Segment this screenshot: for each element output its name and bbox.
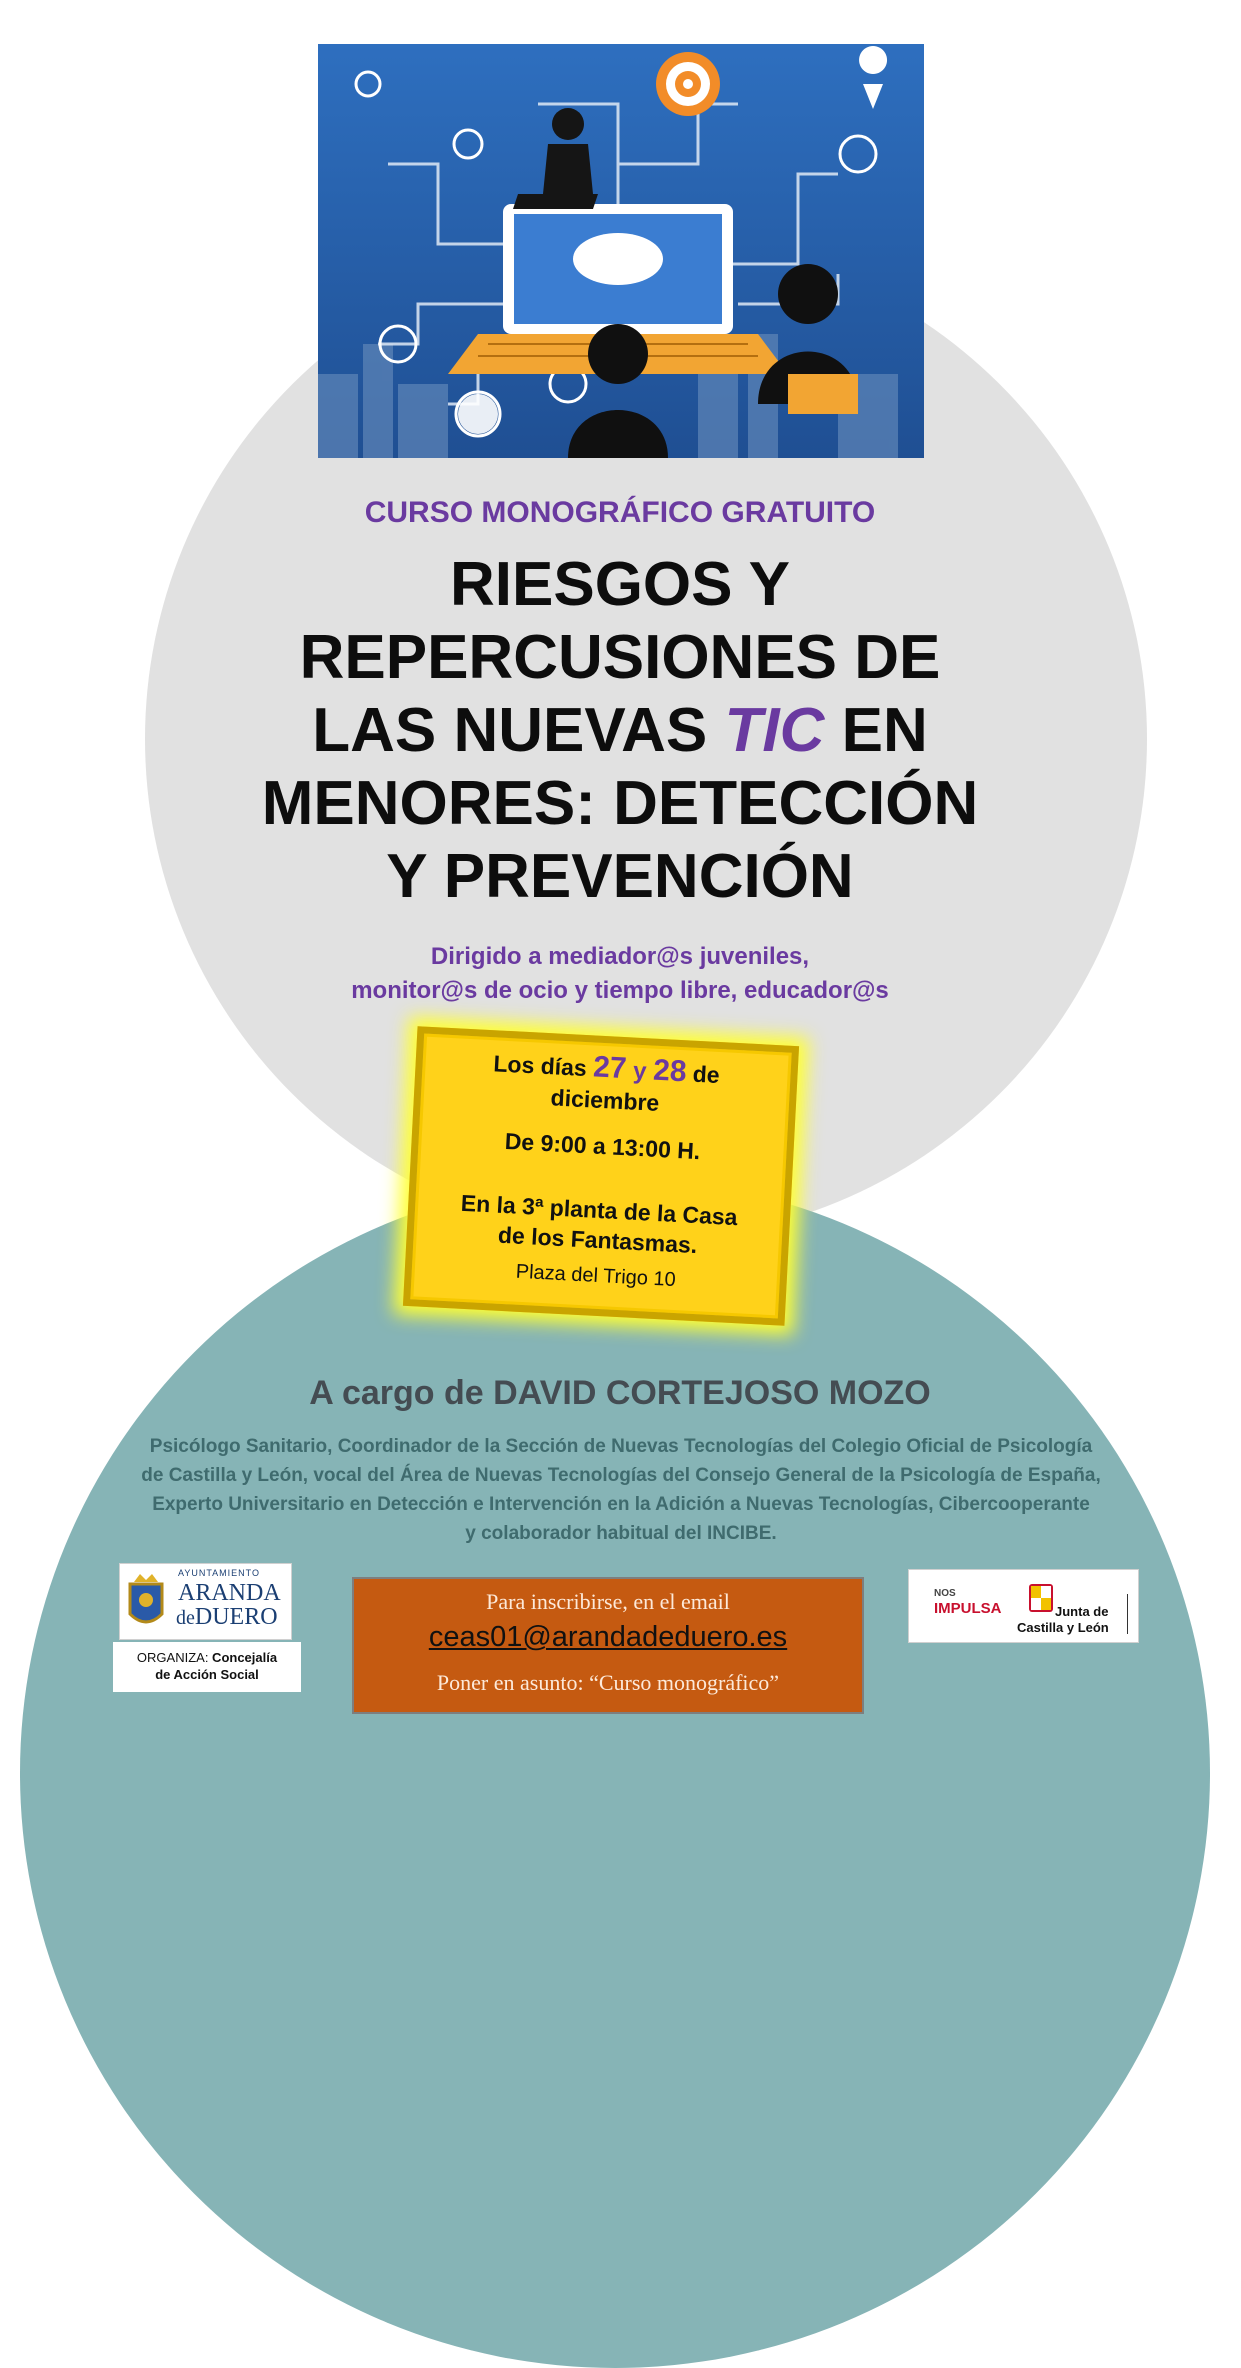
schedule-box [403,1026,799,1326]
junta-shield-icon [1027,1580,1055,1616]
title-tic: TIC [724,696,825,765]
course-title [170,548,1070,913]
organizer-line: de Acción Social [155,1667,259,1682]
day-number: 28 [652,1053,688,1089]
dates-text: de [685,1060,721,1089]
bio-line: Experto Universitario en Detección e Intervención en la Adición a Nuevas Tecnologías, Cibercooperante [152,1494,1090,1515]
place-line: En la 3ª planta de la Casa [460,1189,739,1231]
bio-line: de Castilla y León, vocal del Área de Nuevas Tecnologías del Consejo General de la Psicología de España, [141,1465,1101,1486]
logo-divider [1127,1594,1128,1634]
title-line: Y PREVENCIÓN [386,842,854,911]
organizer-label [113,1642,301,1692]
organizer-prefix: ORGANIZA: [136,1650,209,1665]
dates-text: y [625,1057,654,1086]
month-line: diciembre [550,1084,660,1116]
bio-line: y colaborador habitual del INCIBE. [465,1523,777,1544]
organizer-text: Concejalía [208,1650,278,1665]
aranda-name: ARANDA [178,1580,281,1606]
organizer-line [113,1649,301,1666]
aranda-logo [119,1563,292,1640]
hours-line: De 9:00 a 13:00 H. [504,1127,701,1165]
speaker-bio [82,1432,1160,1548]
register-subject: Poner en asunto: “Curso monográfico” [436,1670,780,1695]
audience-line: Dirigido a mediador@s juveniles, [430,943,810,970]
impulsa-text: IMPULSA [934,1600,1002,1617]
jcyl-text-1: Junta de [1055,1604,1109,1619]
title-line: MENORES: DETECCIÓN [261,769,979,838]
title-segment: EN [824,696,928,765]
aranda-small-text: AYUNTAMIENTO [178,1568,261,1578]
bio-line: Psicólogo Sanitario, Coordinador de la Sección de Nuevas Tecnologías del Colegio Oficial de Psicología [149,1436,1093,1457]
junta-castilla-leon-logo [908,1569,1139,1643]
hero-illustration [318,44,924,458]
title-line [170,694,1070,767]
jcyl-text-2: Castilla y León [1017,1620,1109,1635]
dates-text: Los días [492,1050,594,1082]
aranda-duero: DUERO [194,1604,278,1630]
target-audience [200,940,1040,1008]
aranda-name-2 [176,1604,278,1631]
audience-line: monitor@s de ocio y tiempo libre, educador@s [351,977,889,1004]
address-line: Plaza del Trigo 10 [515,1260,677,1292]
nos-text: NOS [934,1588,956,1599]
title-line: REPERCUSIONES DE [299,623,941,692]
register-instruction: Para inscribirse, en el email [486,1589,730,1614]
registration-box [352,1577,864,1714]
aranda-de: de [176,1607,195,1629]
place-line: de los Fantasmas. [497,1221,698,1259]
background-teal-circle [20,1178,1210,2368]
title-segment: LAS NUEVAS [312,696,725,765]
register-email-link[interactable]: ceas01@arandadeduero.es [428,1621,788,1653]
title-line: RIESGOS Y [450,550,790,619]
day-number: 27 [592,1050,628,1086]
speaker-name: A cargo de DAVID CORTEJOSO MOZO [309,1374,931,1412]
course-kicker: CURSO MONOGRÁFICO GRATUITO [364,496,876,529]
